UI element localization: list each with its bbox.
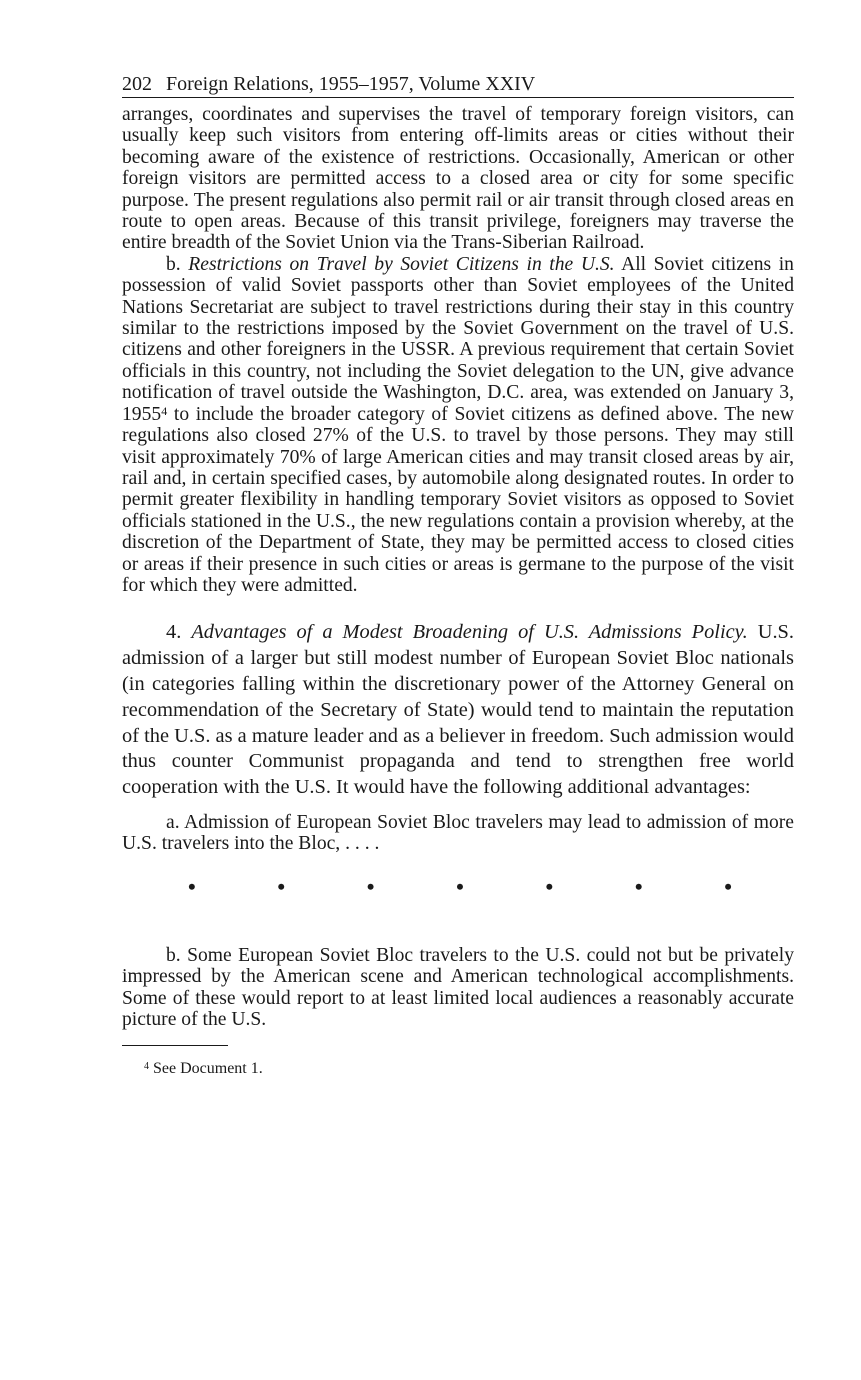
omission-dot: •: [634, 873, 643, 899]
paragraph-continued: arranges, coordinates and supervises the travel of temporary foreign visitors, can usually keep such visitors from entering off-limits areas or cities without their becoming aware of the existence of restrictions. Occasionally, American or other foreign visitors are permitted access to a closed area or city for some specific purpose. The present regulations also permit rail or air transit through closed areas en route to open areas. Because of this transit privilege, foreigners may traverse the entire breadth of the Soviet Union via the Trans-Siberian Railroad.: [122, 104, 794, 254]
footnote-text: See Document 1.: [153, 1060, 263, 1078]
footnote-number: 4: [144, 1061, 149, 1073]
omission-dot: •: [724, 873, 732, 899]
paragraph-b-label: b.: [166, 253, 181, 275]
paragraph-b-text: All Soviet citizens in possession of valid Soviet passports other than Soviet employees of the United Nations Secretariat are subject to travel restrictions during their stay in this country similar to the restrictions imposed by the Soviet Government on the travel of U.S. citizens and other foreigners in the USSR. A previous requirement that certain Soviet officials in this country, not including the Soviet delegation to the UN, give advance notification of travel outside the Washington, D.C. area, was extended on January 3, 1955: [122, 253, 794, 425]
section-4-label: 4.: [166, 621, 182, 644]
footnote-divider: [122, 1045, 228, 1046]
section-4-paragraph: [122, 620, 794, 801]
omission-dot: •: [277, 873, 286, 899]
page-number: 202: [122, 73, 152, 95]
omission-dot: •: [188, 873, 196, 899]
section-4-heading: Advantages of a Modest Broadening of U.S. Admissions Policy.: [191, 621, 748, 644]
omission-marker: [122, 875, 794, 899]
footnote: [122, 1059, 794, 1079]
item-a-paragraph: a. Admission of European Soviet Bloc travelers may lead to admission of more U.S. travelers into the Bloc, . . . .: [122, 811, 794, 855]
paragraph-b-restrictions: [122, 254, 794, 597]
item-b-paragraph: b. Some European Soviet Bloc travelers to the U.S. could not but be privately impressed by the American scene and American technological accomplishments. Some of these would report to at least limited local audiences a reasonably accurate picture of the U.S.: [122, 944, 794, 1030]
running-header: [122, 72, 794, 98]
section-4-text: U.S. admission of a larger but still modest number of European Soviet Bloc nationals (in categories falling within the discretionary power of the Attorney General on recommendation of the Secretary of State) would tend to maintain the reputation of the U.S. as a mature leader and as a believer in freedom. Such admission would thus counter Communist propaganda and tend to strengthen free world cooperation with the U.S. It would have the following additional advantages:: [122, 621, 794, 799]
paragraph-b-heading: Restrictions on Travel by Soviet Citizens in the U.S.: [188, 253, 615, 275]
omission-dot: •: [545, 873, 554, 899]
omission-dot: •: [456, 873, 464, 899]
paragraph-b-text-continued: to include the broader category of Soviet citizens as defined above. The new regulations also closed 27% of the U.S. to travel by those persons. They may still visit approximately 70% of large American cities and may transit closed areas by air, rail and, in certain specified cases, by automobile along designated routes. In order to permit greater flexibility in handling temporary Soviet visitors as opposed to Soviet officials stationed in the U.S., the new regulations contain a provision whereby, at the discretion of the Department of State, they may be permitted access to closed cities or areas if their presence in such cities or areas is germane to the purpose of the visit for which they were admitted.: [122, 403, 794, 596]
footnote-reference: 4: [161, 403, 168, 418]
running-title: Foreign Relations, 1955–1957, Volume XXIV: [166, 73, 536, 95]
document-page: [122, 72, 794, 1079]
omission-dot: •: [366, 873, 375, 899]
